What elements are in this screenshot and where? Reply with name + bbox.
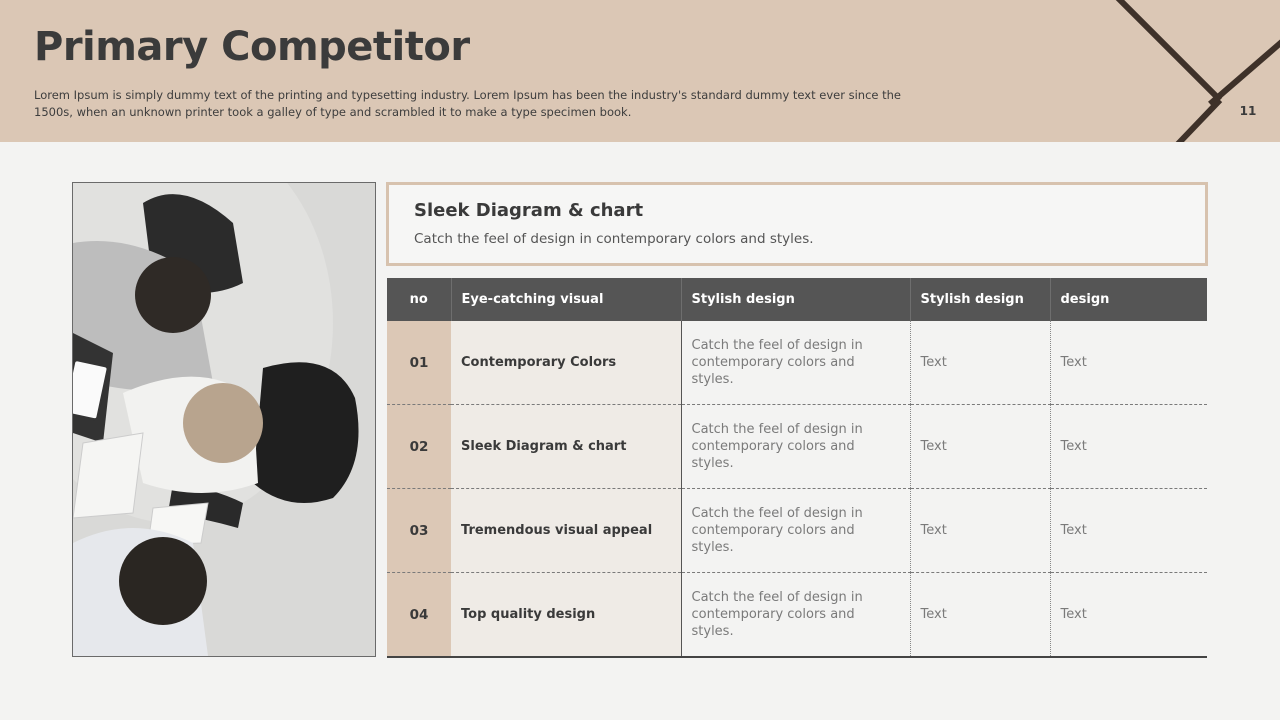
meeting-photo — [72, 182, 376, 657]
header-stylish-design: Stylish design — [681, 278, 910, 321]
row-number: 01 — [387, 321, 451, 405]
corner-decoration — [1080, 0, 1280, 142]
row-design: Text — [1050, 321, 1207, 405]
table-row — [387, 489, 1207, 573]
row-number: 02 — [387, 405, 451, 489]
row-design: Text — [1050, 573, 1207, 658]
info-box-title: Sleek Diagram & chart — [414, 200, 644, 221]
row-number: 03 — [387, 489, 451, 573]
header-design: design — [1050, 278, 1207, 321]
row-visual: Tremendous visual appeal — [451, 489, 681, 573]
page-number: 11 — [1239, 104, 1257, 118]
row-stylish: Catch the feel of design in contemporary colors and styles. — [681, 321, 910, 405]
header-no: no — [387, 278, 451, 321]
row-stylish-2: Text — [910, 573, 1050, 658]
header-stylish-design-2: Stylish design — [910, 278, 1050, 321]
table-row — [387, 321, 1207, 405]
table-row — [387, 405, 1207, 489]
info-box-description: Catch the feel of design in contemporary colors and styles. — [414, 231, 814, 247]
row-design: Text — [1050, 405, 1207, 489]
table-row — [387, 573, 1207, 658]
table-header-row — [387, 278, 1207, 321]
comparison-table — [387, 278, 1207, 658]
header-eye-catching-visual: Eye-catching visual — [451, 278, 681, 321]
page-title: Primary Competitor — [34, 24, 470, 70]
row-stylish: Catch the feel of design in contemporary colors and styles. — [681, 405, 910, 489]
row-number: 04 — [387, 573, 451, 658]
row-stylish: Catch the feel of design in contemporary colors and styles. — [681, 573, 910, 658]
header-band — [0, 0, 1280, 142]
row-stylish-2: Text — [910, 321, 1050, 405]
row-visual: Sleek Diagram & chart — [451, 405, 681, 489]
row-visual: Contemporary Colors — [451, 321, 681, 405]
row-visual: Top quality design — [451, 573, 681, 658]
row-design: Text — [1050, 489, 1207, 573]
row-stylish-2: Text — [910, 489, 1050, 573]
page-subtitle: Lorem Ipsum is simply dummy text of the printing and typesetting industry. Lorem Ipsum has been the industry's standard dummy text ever since the 1500s, when an unknown printer took a galley of type and scrambled it to make a type specimen book. — [34, 88, 901, 119]
info-box — [386, 182, 1208, 266]
row-stylish-2: Text — [910, 405, 1050, 489]
row-stylish: Catch the feel of design in contemporary colors and styles. — [681, 489, 910, 573]
